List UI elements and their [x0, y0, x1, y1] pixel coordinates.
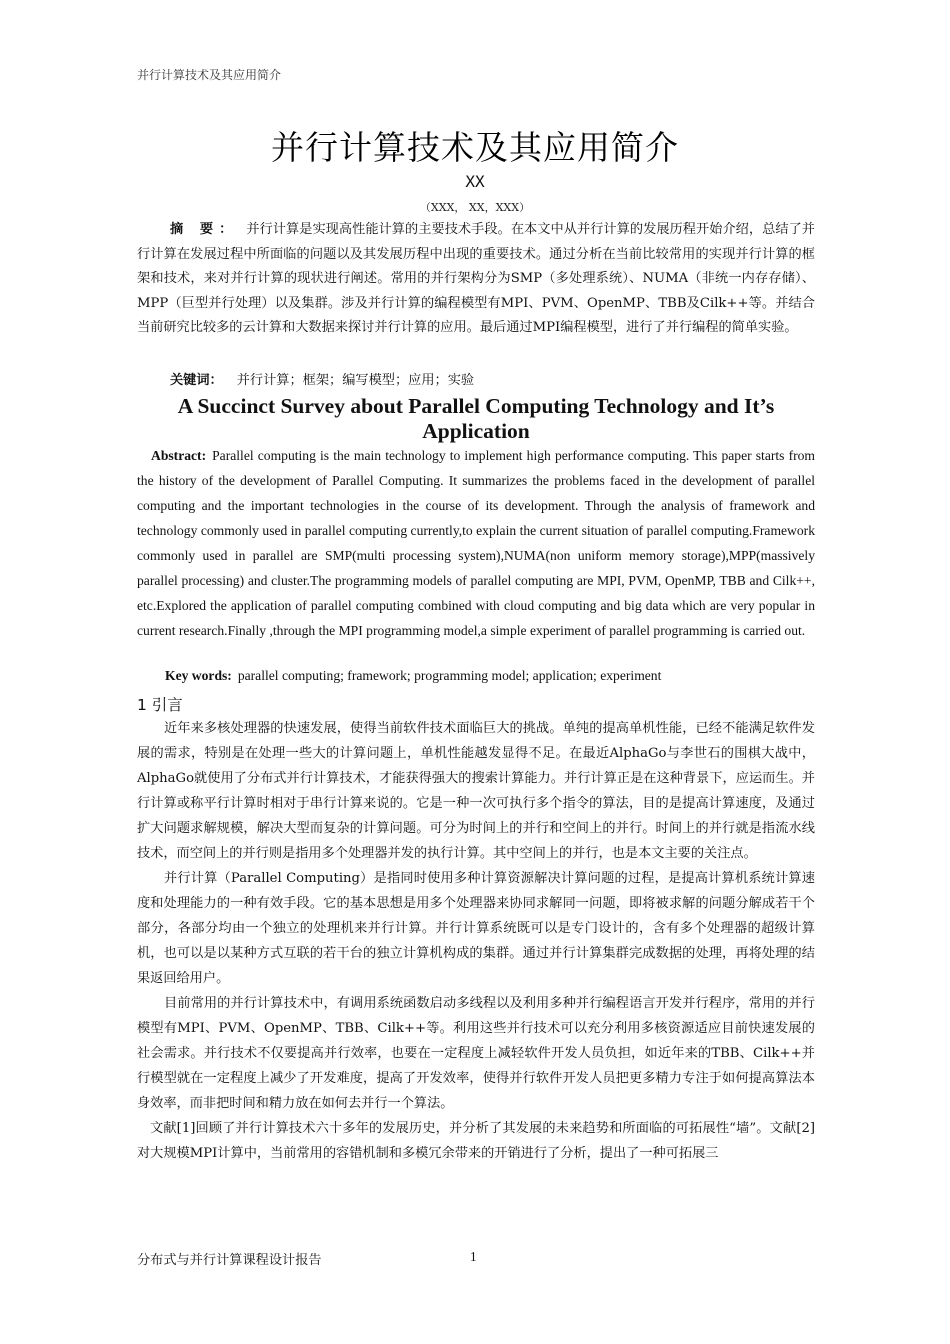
affiliation: （XXX， XX，XXX）: [419, 201, 531, 214]
zh-keywords-text: 并行计算；框架；编写模型；应用；实验: [236, 373, 475, 388]
body-paragraph: 目前常用的并行计算技术中，有调用系统函数启动多线程以及利用多种并行编程语言开发并行程序，常用的并行模型有MPI、PVM、OpenMP、TBB、Cilk++等。利用这些并行技术可以充分利用多核资源适应目前快速发展的社会需求。并行技术不仅要提高并行效率，也要在一定程度上减轻软件开发人员负担，如近年来的TBB、Cilk++并行模型就在一定程度上减少了开发难度，提高了开发效率，使得并行软件开发人员把更多精力专注于如何提高算法本身效率，而非把时间和精力放在如何去并行一个算法。: [137, 996, 815, 1111]
running-header: 并行计算技术及其应用简介: [137, 68, 282, 82]
page-title: 并行计算技术及其应用简介: [271, 128, 679, 167]
en-abstract: [137, 443, 815, 643]
zh-abstract-text: 并行计算是实现高性能计算的主要技术手段。在本文中从并行计算的发展历程开始介绍，总结了并行计算在发展过程中所面临的问题以及其发展历程中出现的重要技术。通过分析在当前比较常用的实现并行计算的框架和技术，来对并行计算的现状进行阐述。常用的并行架构分为SMP（多处理系统）、NUMA（非统一内存存储）、MPP（巨型并行处理）以及集群。涉及并行计算的编程模型有MPI、PVM、OpenMP、TBB及Cilk++等。并结合当前研究比较多的云计算和大数据来探讨并行计算的应用。最后通过MPI编程模型，进行了并行编程的简单实验。: [137, 222, 815, 335]
zh-abstract: [137, 218, 815, 341]
english-title: A Succinct Survey about Parallel Computing Technology and It’s Application: [177, 394, 775, 443]
zh-keywords: [170, 369, 474, 388]
body-paragraph: 文献[1]回顾了并行计算技术六十多年的发展历史，并分析了其发展的未来趋势和所面临的可拓展性“墙”。文献[2]对大规模MPI计算中，当前常用的容错机制和多模冗余带来的开销进行了分析，提出了一种可拓展三: [137, 1121, 815, 1161]
en-abstract-text: Parallel computing is the main technology to implement high performance computing. This paper starts from the history of the development of Parallel Computing. It summarizes the problems faced in the development of parallel computing and the important technologies in the course of its development. Through the analysis of framework and technology commonly used in parallel computing currently,to explain the current situation of parallel computing.Framework commonly used in parallel are SMP(multi processing system),NUMA(non uniform memory storage),MPP(massively parallel processing) and cluster.The programming models of parallel computing are MPI, PVM, OpenMP, TBB and Cilk++, etc.Explored the application of parallel computing combined with cloud computing and big data which are very popular in current research.Finally ,through the MPI programming model,a simple experiment of parallel programming is carried out.: [137, 448, 815, 638]
footer-course: 分布式与并行计算课程设计报告: [137, 1253, 322, 1268]
body-paragraph: 并行计算（Parallel Computing）是指同时使用多种计算资源解决计算问题的过程，是提高计算机系统计算速度和处理能力的一种有效手段。它的基本思想是用多个处理器来协同求解同一问题，即将被求解的问题分解成若干个部分，各部分均由一个独立的处理机来并行计算。并行计算系统既可以是专门设计的，含有多个处理器的超级计算机，也可以是以某种方式互联的若干台的独立计算机构成的集群。通过并行计算集群完成数据的处理，再将处理的结果返回给用户。: [137, 871, 815, 986]
en-keywords: [165, 668, 661, 684]
zh-abstract-label: 摘 要：: [170, 222, 239, 237]
body-paragraph: 近年来多核处理器的快速发展，使得当前软件技术面临巨大的挑战。单纯的提高单机性能，已经不能满足软件发展的需求，特别是在处理一些大的计算问题上，单机性能越发显得不足。在最近AlphaGo与李世石的围棋大战中，AlphaGo就使用了分布式并行计算技术，才能获得强大的搜索计算能力。并行计算正是在这种背景下，应运而生。并行计算或称平行计算时相对于串行计算来说的。它是一种一次可执行多个指令的算法，目的是提高计算速度，及通过扩大问题求解规模，解决大型而复杂的计算问题。可分为时间上的并行和空间上的并行。时间上的并行就是指流水线技术，而空间上的并行则是指用多个处理器并发的执行计算。其中空间上的并行，也是本文主要的关注点。: [137, 721, 815, 861]
en-keywords-label: Key words:: [165, 668, 232, 683]
section-body: [137, 716, 815, 1166]
en-abstract-label: Abstract:: [151, 448, 207, 463]
zh-keywords-label: 关键词：: [170, 373, 223, 388]
author: XX: [465, 172, 485, 191]
page-number: 1: [470, 1249, 477, 1264]
section-heading-introduction: 1 引言: [137, 696, 183, 714]
en-keywords-text: parallel computing; framework; programming model; application; experiment: [237, 668, 662, 683]
